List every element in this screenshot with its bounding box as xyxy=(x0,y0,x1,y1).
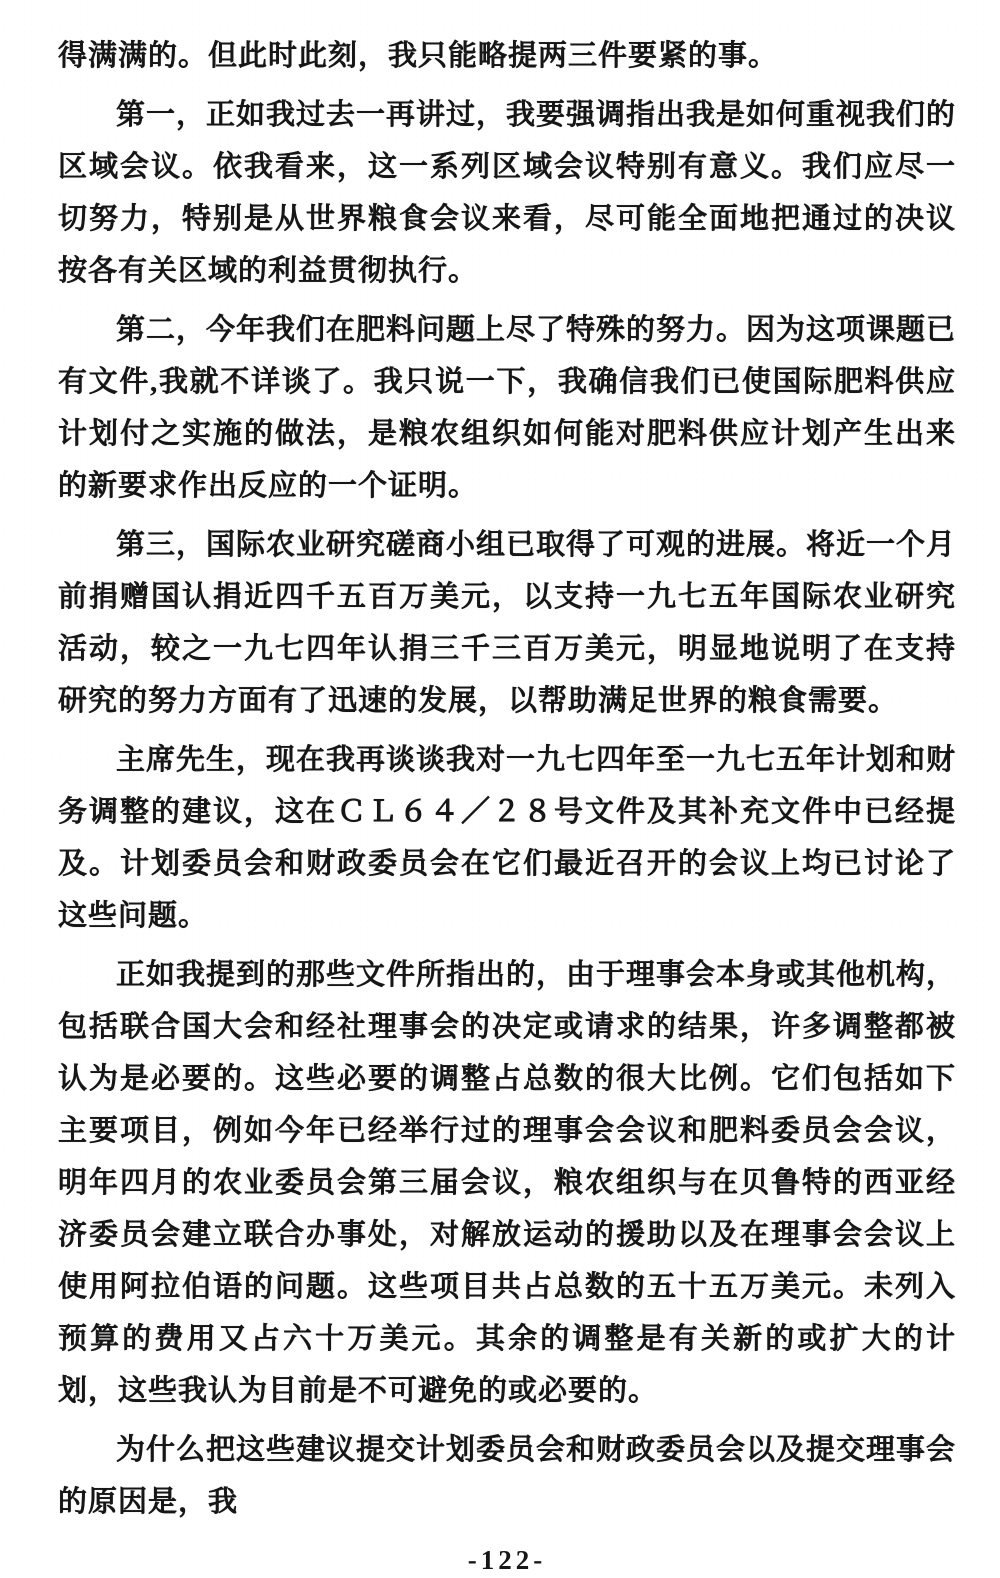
paragraph-point-one: 第一，正如我过去一再讲过，我要强调指出我是如何重视我们的区域会议。依我看来，这一系列区域会议特别有意义。我们应尽一切努力，特别是从世界粮食会议来看，尽可能全面地把通过的决议按各有关区域的利益贯彻执行。 xyxy=(58,99,957,287)
paragraph-continuation: 得满满的。但此时此刻，我只能略提两三件要紧的事。 xyxy=(58,40,779,72)
paragraph-adjustments: 正如我提到的那些文件所指出的，由于理事会本身或其他机构，包括联合国大会和经社理事会的决定或请求的结果，许多调整都被认为是必要的。这些必要的调整占总数的很大比例。它们包括如下主要项目，例如今年已经举行过的理事会会议和肥料委员会会议，明年四月的农业委员会第三届会议，粮农组织与在贝鲁特的西亚经济委员会建立联合办事处，对解放运动的援助以及在理事会会议上使用阿拉伯语的问题。这些项目共占总数的五十五万美元。未列入预算的费用又占六十万美元。其余的调整是有关新的或扩大的计划，这些我认为目前是不可避免的或必要的。 xyxy=(58,959,957,1407)
paragraph-why-submitted: 为什么把这些建议提交计划委员会和财政委员会以及提交理事会的原因是，我 xyxy=(58,1434,957,1518)
page-number: -122- xyxy=(467,1545,547,1575)
paragraph-chairman-address: 主席先生，现在我再谈谈我对一九七四年至一九七五年计划和财务调整的建议，这在ＣＬ６４／２８号文件及其补充文件中已经提及。计划委员会和财政委员会在它们最近召开的会议上均已讨论了这些问题。 xyxy=(58,744,957,932)
paragraph-point-three: 第三，国际农业研究磋商小组已取得了可观的进展。将近一个月前捐赠国认捐近四千五百万美元，以支持一九七五年国际农业研究活动，较之一九七四年认捐三千三百万美元，明显地说明了在支持研究的努力方面有了迅速的发展，以帮助满足世界的粮食需要。 xyxy=(58,529,957,717)
paragraph-point-two: 第二，今年我们在肥料问题上尽了特殊的努力。因为这项课题已有文件,我就不详谈了。我只说一下，我确信我们已使国际肥料供应计划付之实施的做法，是粮农组织如何能对肥料供应计划产生出来的新要求作出反应的一个证明。 xyxy=(58,314,957,502)
